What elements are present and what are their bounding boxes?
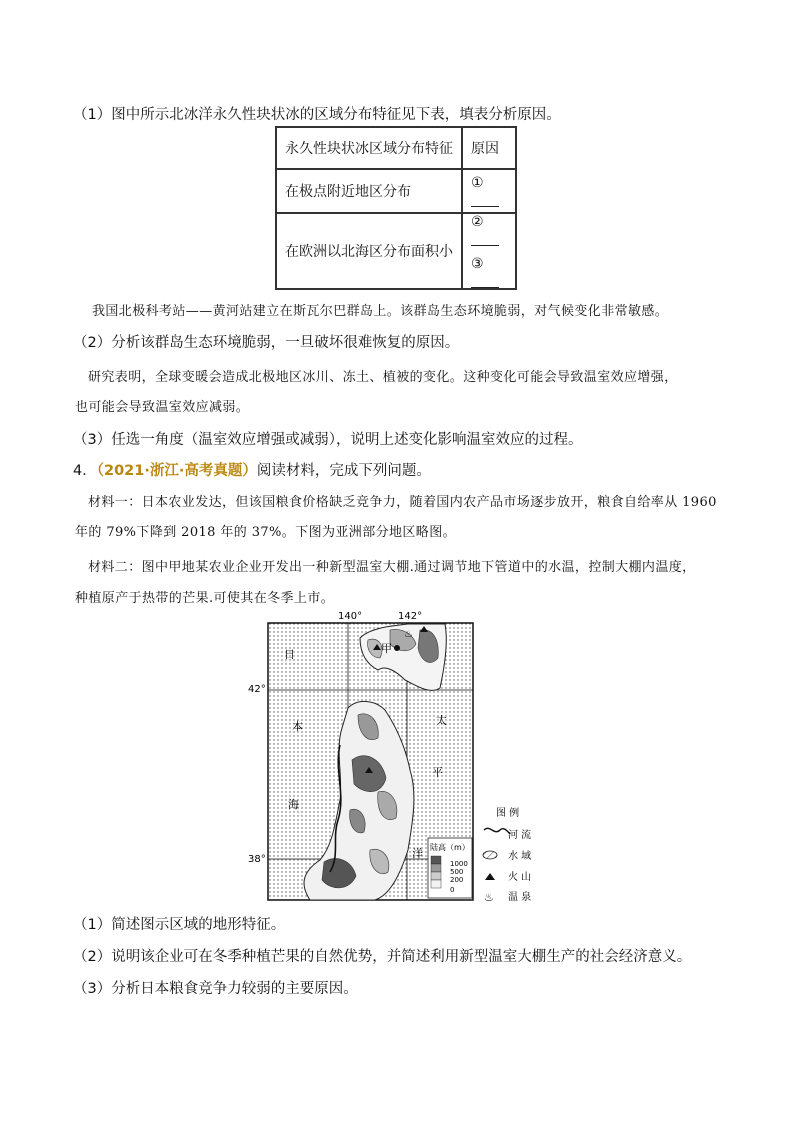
- sea-japan-char: 日: [284, 648, 295, 661]
- hot-spring-legend-icon: ♨: [484, 891, 494, 904]
- pacific-char: 太: [436, 714, 447, 727]
- feature-table: [275, 126, 517, 290]
- answer-blank[interactable]: [471, 231, 499, 246]
- legend-item-hot-spring: 温 泉: [508, 892, 532, 903]
- asia-region-map: [240, 610, 540, 905]
- table-header-reason: 原因: [462, 127, 516, 169]
- q4-sub2: （2）说明该企业可在冬季种植芒果的自然优势，并简述利用新型温室大棚生产的社会经济意义。: [73, 949, 692, 965]
- table-cell-feature: 在欧洲以北海区分布面积小: [276, 213, 462, 289]
- question-1-text: （1）图中所示北冰洋永久性块状冰的区域分布特征见下表，填表分析原因。: [73, 107, 561, 123]
- elevation-level-label: 500: [450, 868, 464, 876]
- point-jia-label: 甲: [381, 642, 392, 655]
- question-4-heading: 4．（2021·浙江·高考真题）阅读材料，完成下列问题。: [73, 463, 431, 479]
- material2-line2: 种植原产于热带的芒果.可使其在冬季上市。: [75, 591, 335, 606]
- legend-item-volcano: 火 山: [508, 872, 532, 883]
- lon-label-142: 142°: [398, 611, 423, 622]
- table-cell-feature: 在极点附近地区分布: [276, 169, 462, 213]
- volcano-legend-icon: [485, 873, 495, 880]
- question-2-text: （2）分析该群岛生态环境脆弱，一旦破坏很难恢复的原因。: [73, 335, 460, 351]
- legend-item-river: 河 流: [508, 830, 532, 841]
- river-legend-icon: [484, 828, 510, 834]
- elevation-level-label: 200: [450, 876, 464, 884]
- elevation-swatch: [431, 880, 441, 888]
- table-header-feature: 永久性块状冰区域分布特征: [276, 127, 462, 169]
- sea-japan-char: 本: [292, 720, 303, 733]
- point-jia-marker: [394, 645, 400, 651]
- elevation-swatch: [431, 864, 441, 872]
- material1-line2: 年的 79%下降到 2018 年的 37%。下图为亚洲部分地区略图。: [75, 525, 457, 540]
- lat-label-42: 42°: [248, 684, 266, 695]
- elevation-swatch: [431, 856, 441, 864]
- pacific-char: 洋: [412, 847, 423, 860]
- elevation-level-label: 1000: [450, 860, 468, 868]
- water-legend-icon: [483, 851, 497, 859]
- table-cell-answer: ② ③: [462, 213, 516, 289]
- q4-sub3: （3）分析日本粮食竞争力较弱的主要原因。: [73, 981, 358, 997]
- answer-blank[interactable]: [471, 273, 499, 288]
- answer-blank[interactable]: [471, 192, 499, 207]
- material1-line1: 材料一：日本农业发达，但该国粮食价格缺乏竞争力，随着国内农产品市场逐步放开，粮食自给率从 1960: [88, 495, 717, 510]
- elevation-swatch: [431, 872, 441, 880]
- pacific-char: 平: [432, 766, 443, 779]
- legend-item-water: 水 域: [508, 851, 532, 862]
- material-research-line1: 研究表明，全球变暖会造成北极地区冰川、冻土、植被的变化。这种变化可能会导致温室效应增强，: [88, 370, 678, 385]
- question-3-text: （3）任选一角度（温室效应增强或减弱），说明上述变化影响温室效应的过程。: [73, 432, 583, 448]
- legend-title: 图 例: [496, 808, 520, 819]
- sea-japan-char: 海: [288, 798, 299, 811]
- material-station: 我国北极科考站——黄河站建立在斯瓦尔巴群岛上。该群岛生态环境脆弱，对气候变化非常敏感。: [92, 304, 669, 319]
- lon-label-140: 140°: [338, 611, 363, 622]
- material2-line1: 材料二：图中甲地某农业企业开发出一种新型温室大棚.通过调节地下管道中的水温，控制大棚内温度，: [88, 560, 696, 575]
- material-research-line2: 也可能会导致温室效应减弱。: [75, 400, 250, 415]
- elevation-key-title: 陆高（m）: [430, 843, 470, 852]
- table-cell-answer: ①: [462, 169, 516, 213]
- q4-sub1: （1）简述图示区域的地形特征。: [73, 917, 286, 933]
- lat-label-38: 38°: [248, 854, 266, 865]
- elevation-level-label: 0: [450, 886, 455, 894]
- hot-spring-icon: ♨: [404, 629, 413, 640]
- source-tag: （2021·浙江·高考真题）: [96, 463, 257, 479]
